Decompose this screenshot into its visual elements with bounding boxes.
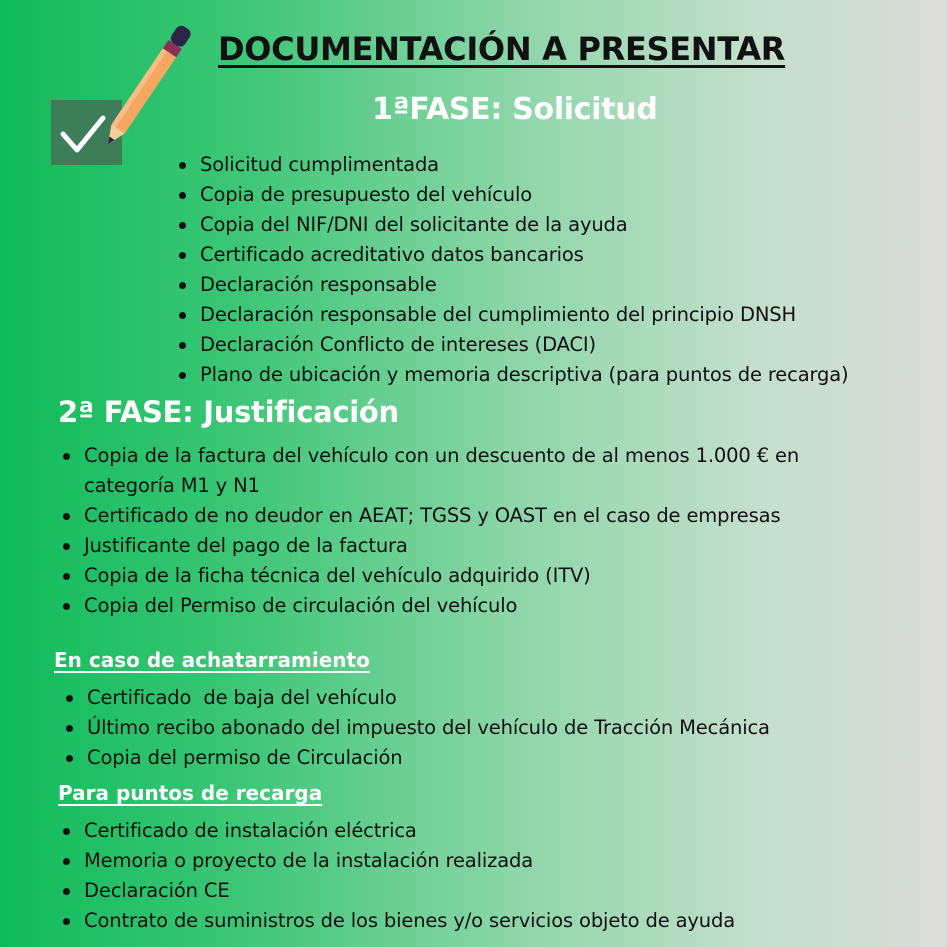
charging-list — [60, 816, 735, 936]
phase1-title: 1ªFASE: Solicitud — [372, 92, 658, 127]
list-item: Justificante del pago de la factura — [60, 531, 799, 561]
page-title: DOCUMENTACIÓN A PRESENTAR — [218, 30, 786, 68]
scrapping-title: En caso de achatarramiento — [54, 648, 370, 672]
list-item: Declaración responsable del cumplimiento del principio DNSH — [176, 300, 849, 330]
list-item: Plano de ubicación y memoria descriptiva (para puntos de recarga) — [176, 360, 849, 390]
list-item: Declaración responsable — [176, 270, 849, 300]
list-item: Certificado acreditativo datos bancarios — [176, 240, 849, 270]
list-item: Certificado de baja del vehículo — [63, 683, 770, 713]
pencil-icon — [90, 20, 200, 150]
list-item: Certificado de no deudor en AEAT; TGSS y OAST en el caso de empresas — [60, 501, 799, 531]
list-item-continuation: categoría M1 y N1 — [84, 474, 260, 497]
list-item: Copia de la ficha técnica del vehículo adquirido (ITV) — [60, 561, 799, 591]
list-item: Declaración CE — [60, 876, 735, 906]
list-item: Copia del NIF/DNI del solicitante de la ayuda — [176, 210, 849, 240]
list-item: Memoria o proyecto de la instalación realizada — [60, 846, 735, 876]
list-item — [60, 441, 799, 501]
list-item-text: Copia de la factura del vehículo con un descuento de al menos 1.000 € en — [84, 444, 800, 467]
charging-title: Para puntos de recarga — [58, 781, 323, 805]
scrapping-list — [63, 683, 770, 773]
list-item: Copia del permiso de Circulación — [63, 743, 770, 773]
list-item: Declaración Conflicto de intereses (DACI) — [176, 330, 849, 360]
list-item: Certificado de instalación eléctrica — [60, 816, 735, 846]
phase2-title: 2ª FASE: Justificación — [58, 395, 399, 429]
phase2-list — [60, 441, 799, 621]
list-item: Último recibo abonado del impuesto del vehículo de Tracción Mecánica — [63, 713, 770, 743]
list-item: Copia de presupuesto del vehículo — [176, 180, 849, 210]
phase1-list — [176, 150, 849, 390]
list-item: Copia del Permiso de circulación del vehículo — [60, 591, 799, 621]
list-item: Contrato de suministros de los bienes y/o servicios objeto de ayuda — [60, 906, 735, 936]
list-item: Solicitud cumplimentada — [176, 150, 849, 180]
